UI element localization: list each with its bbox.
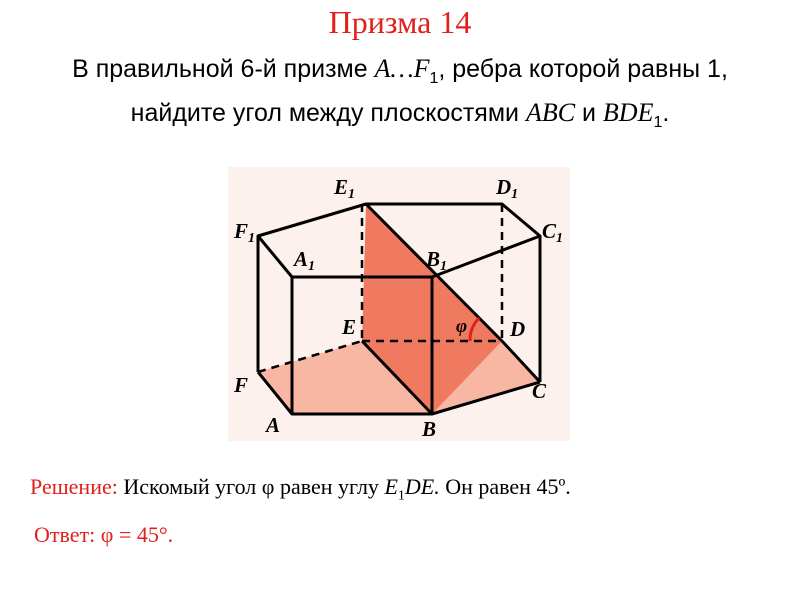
answer-value: φ = 45°. (95, 522, 174, 547)
answer-line (34, 522, 434, 548)
label-e1: E1 (334, 175, 356, 202)
solution-label: Решение: (30, 474, 118, 499)
plane-bde1: BDE (602, 98, 654, 127)
label-d1: D1 (496, 175, 519, 202)
plane-abc: ABC (525, 98, 576, 127)
slide-title: Призма 14 (328, 4, 472, 40)
label-f: F (234, 373, 249, 397)
angle-name: E (384, 474, 398, 499)
label-b1: B1 (426, 247, 448, 274)
label-c: C (532, 379, 547, 403)
label-e: E (342, 315, 357, 339)
label-c1: C1 (542, 219, 564, 246)
answer-label: Ответ: (34, 522, 96, 547)
solution-line: Решение: Искомый угол φ равен углу $E_1DE$. Он равен 45º. (30, 474, 571, 504)
prism-name: A…F (374, 54, 430, 83)
label-a: A (266, 413, 281, 437)
problem-statement: В правильной 6-й призме $A\dots F_1$, ребра которой равны 1, найдите угол между плоскостями ABC и $BDE_1$. (72, 54, 728, 131)
label-f1: F1 (234, 219, 256, 246)
label-a1: A1 (294, 247, 316, 274)
label-phi: φ (456, 316, 468, 337)
label-d: D (510, 317, 526, 341)
label-b: B (422, 417, 437, 441)
